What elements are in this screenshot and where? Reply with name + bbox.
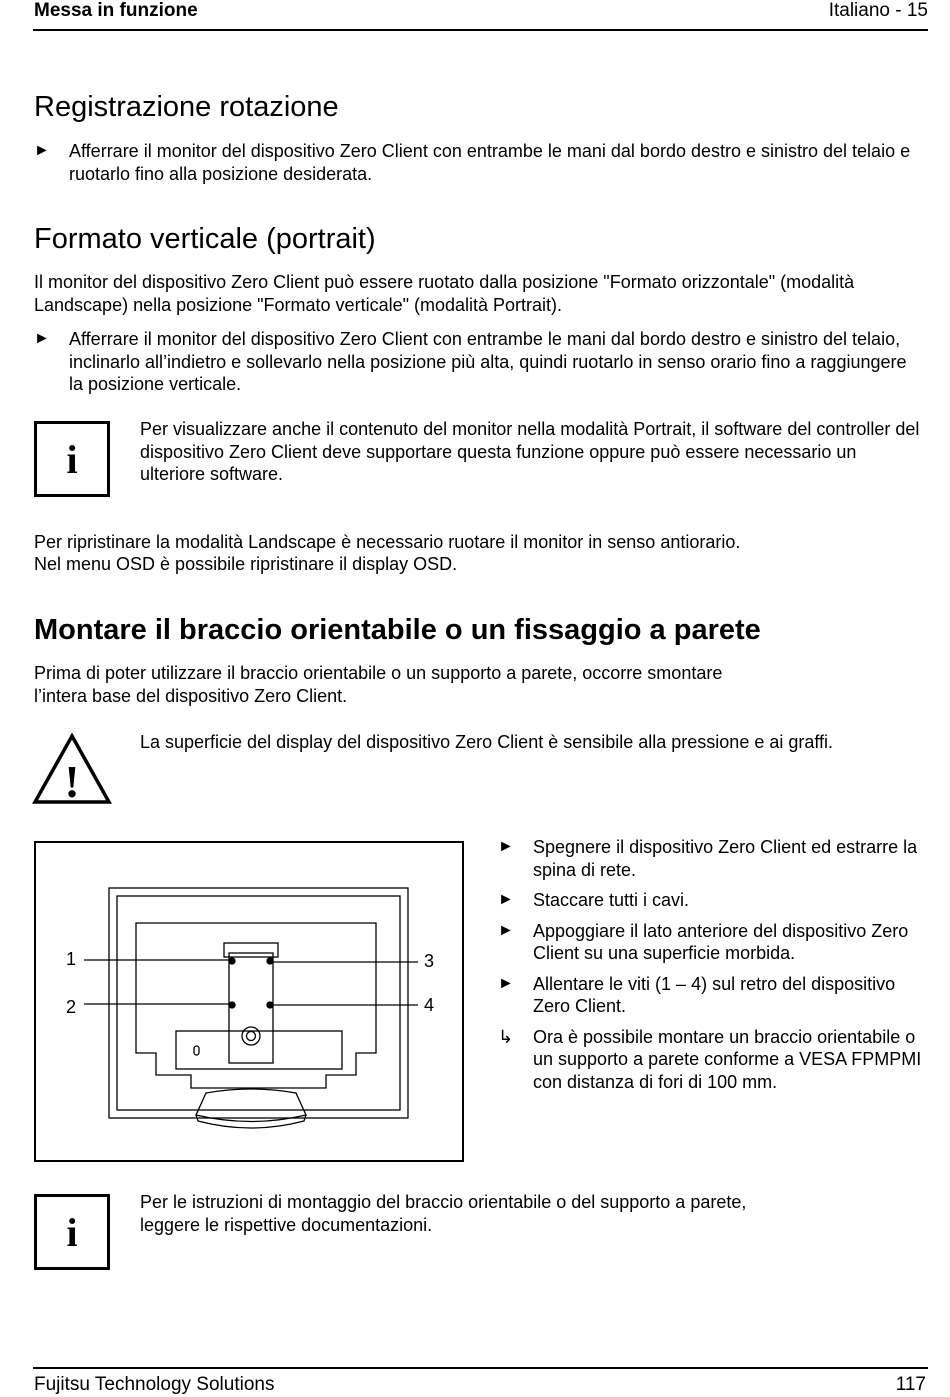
monitor-back-illustration bbox=[36, 843, 462, 1160]
portrait-intro: Il monitor del dispositivo Zero Client può essere ruotato dalla posizione "Formato orizzontale" (modalità Landscape) nella posizione "Formato verticale" (modalità Portrait). bbox=[34, 272, 855, 315]
footer-company: Fujitsu Technology Solutions bbox=[34, 1374, 275, 1395]
mount-info-note: Per le istruzioni di montaggio del braccio orientabile o del supporto a parete, leggere le rispettive documentazioni. bbox=[140, 1192, 747, 1235]
info-icon: i bbox=[34, 421, 110, 497]
restore-landscape-text: Per ripristinare la modalità Landscape è necessario ruotare il monitor in senso antiorario. bbox=[34, 532, 741, 552]
arrow-bullet-icon: ► bbox=[34, 142, 50, 159]
step-text: Appoggiare il lato anteriore del dispositivo Zero Client su una superficie morbida. bbox=[533, 920, 909, 963]
figure-callout-2: 2 bbox=[66, 997, 77, 1017]
running-header-section: Messa in funzione bbox=[34, 0, 198, 21]
footer-page-number: 117 bbox=[895, 1374, 926, 1395]
portrait-info-note: Per visualizzare anche il contenuto del monitor nella modalità Portrait, il software del controller del dispositivo Zero Client deve supportare questa funzione oppure può essere necessario un ulteriore software. bbox=[140, 419, 920, 484]
figure-callout-1: 1 bbox=[66, 949, 77, 969]
arrow-bullet-icon: ► bbox=[498, 838, 514, 855]
heading-portrait: Formato verticale (portrait) bbox=[34, 223, 376, 255]
mount-steps-list bbox=[498, 836, 928, 1101]
arrow-bullet-icon: ► bbox=[498, 974, 514, 992]
header-rule bbox=[33, 29, 928, 31]
step-text: Spegnere il dispositivo Zero Client ed estrarre la spina di rete. bbox=[533, 837, 918, 880]
info-icon: i bbox=[34, 1194, 110, 1270]
list-item bbox=[498, 836, 928, 881]
warning-triangle-icon bbox=[32, 733, 112, 805]
running-header-page-label: Italiano - 15 bbox=[828, 0, 928, 21]
arrow-bullet-icon: ► bbox=[498, 921, 514, 939]
mount-intro: Prima di poter utilizzare il braccio orientabile o un supporto a parete, occorre smontare l’intera base del dispositivo Zero Client. bbox=[34, 663, 723, 706]
heading-mount: Montare il braccio orientabile o un fissaggio a parete bbox=[34, 614, 761, 646]
rotation-step-text: Afferrare il monitor del dispositivo Zero Client con entrambe le mani dal bordo destro e sinistro del telaio e ruotarlo fino alla posizione desiderata. bbox=[69, 141, 911, 184]
footer-rule bbox=[33, 1367, 928, 1369]
step-text: Allentare le viti (1 – 4) sul retro del dispositivo Zero Client. bbox=[533, 973, 896, 1016]
heading-rotation: Registrazione rotazione bbox=[34, 91, 339, 123]
portrait-step-text: Afferrare il monitor del dispositivo Zero Client con entrambe le mani dal bordo destro e sinistro del telaio, inclinarlo all’indietro e sollevarlo nella posizione più alta, quindi ruotarlo in senso orario fino a raggiungere la posizione verticale. bbox=[69, 329, 907, 394]
restore-osd-text: Nel menu OSD è possibile ripristinare il display OSD. bbox=[34, 554, 458, 574]
step-text: Staccare tutti i cavi. bbox=[533, 890, 690, 910]
warning-text: La superficie del display del dispositivo Zero Client è sensibile alla pressione e ai graffi. bbox=[140, 732, 834, 752]
arrow-bullet-icon: ► bbox=[498, 891, 514, 908]
svg-text:!: ! bbox=[64, 756, 80, 805]
arrow-bullet-icon: ► bbox=[34, 330, 50, 347]
step-text: Ora è possibile montare un braccio orientabile o un supporto a parete conforme a VESA FPMPMI con distanza di fori di 100 mm. bbox=[533, 1026, 922, 1092]
list-item bbox=[498, 920, 928, 965]
result-arrow-icon: ↳ bbox=[498, 1026, 514, 1047]
figure-callout-3: 3 bbox=[424, 951, 435, 971]
figure-callout-4: 4 bbox=[424, 995, 435, 1015]
monitor-back-figure bbox=[34, 841, 464, 1162]
list-item bbox=[498, 973, 928, 1018]
list-item bbox=[498, 889, 928, 912]
list-item bbox=[498, 1026, 928, 1094]
